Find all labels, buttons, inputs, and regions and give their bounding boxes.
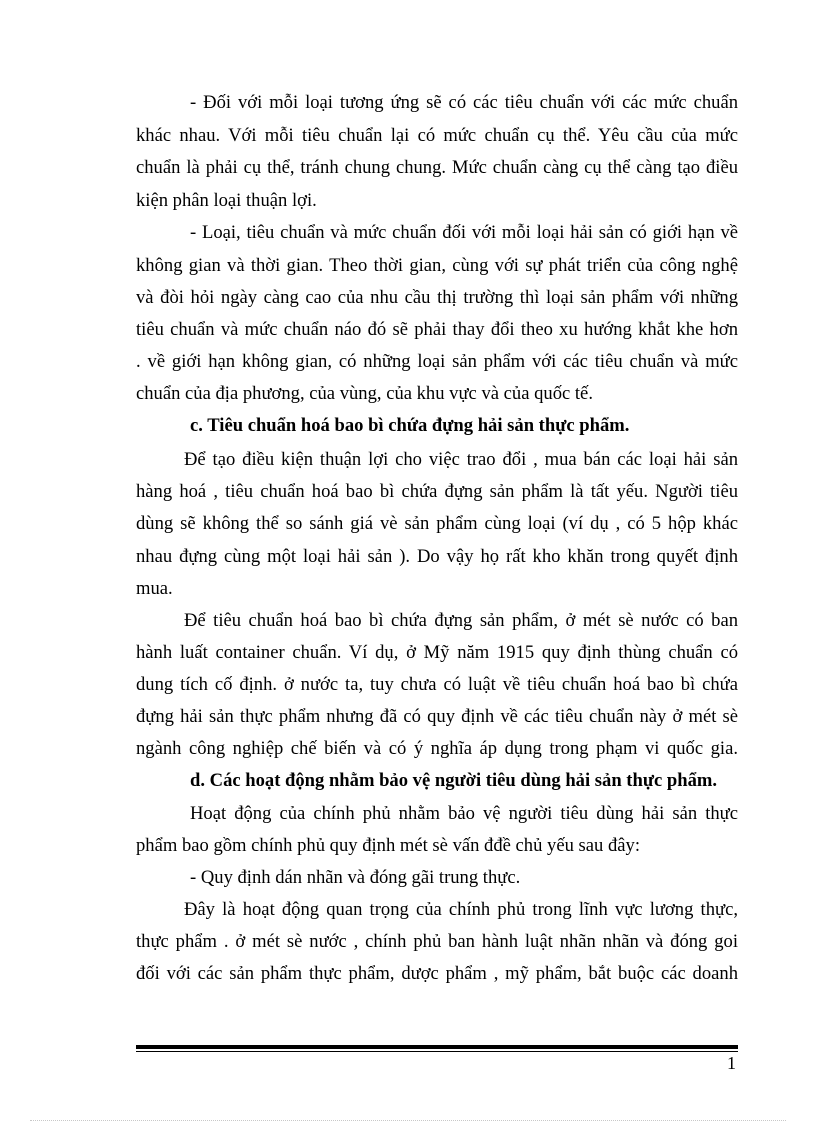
footer-rule-thin [136,1051,738,1052]
paragraph-line: đối với các sản phẩm thực phẩm, dược phẩm , mỹ phẩm, bắt buộc các doanh [136,963,738,984]
paragraph-line: thực phẩm . ở mét sè nước , chính phủ ban hành luật nhãn nhãn và đóng goi [136,931,738,952]
paragraph-line: ngành công nghiệp chế biến và có ý nghĩa áp dụng trong phạm vi quốc gia. [136,738,738,759]
paragraph-line: dung tích cố định. ở nước ta, tuy chưa có luật về tiêu chuẩn hoá bao bì chứa [136,674,738,695]
paragraph-line: Để tiêu chuẩn hoá bao bì chứa đựng sản phẩm, ở mét sè nước có ban [184,610,738,631]
footer-rule-thick [136,1045,738,1049]
paragraph-line: Đây là hoạt động quan trọng của chính phủ trong lĩnh vực lương thực, [184,899,738,920]
section-heading: c. Tiêu chuẩn hoá bao bì chứa đựng hải sản thực phẩm. [190,415,630,436]
paragraph-line: chuẩn của địa phương, của vùng, của khu vực và của quốc tế. [136,383,593,404]
page-bottom-border [30,1120,786,1121]
paragraph-line: khác nhau. Với mỗi tiêu chuẩn lại có mức chuẩn cụ thể. Yêu cầu của mức [136,125,738,146]
paragraph-line: dùng sẽ không thể so sánh giá vè sản phẩm cùng loại (ví dụ , có 5 hộp khác [136,513,738,534]
paragraph-line: chuẩn là phải cụ thể, tránh chung chung. Mức chuẩn càng cụ thể càng tạo điều [136,157,738,178]
paragraph-line: Hoạt động của chính phủ nhằm bảo vệ người tiêu dùng hải sản thực [190,803,738,824]
paragraph-line: - Quy định dán nhãn và đóng gãi trung thực. [190,867,521,888]
paragraph-line: đựng hải sản thực phẩm nhưng đã có quy định về các tiêu chuẩn này ở mét sè [136,706,738,727]
paragraph-line: phẩm bao gồm chính phủ quy định mét sè vấn đđề chủ yếu sau đây: [136,835,640,856]
section-heading: d. Các hoạt động nhằm bảo vệ người tiêu dùng hải sản thực phẩm. [190,770,718,791]
paragraph-line: kiện phân loại thuận lợi. [136,190,317,211]
paragraph-line: . về giới hạn không gian, có những loại sản phẩm với các tiêu chuẩn và mức [136,351,738,372]
paragraph-line: - Đối với mỗi loại tương ứng sẽ có các tiêu chuẩn với các mức chuẩn [190,92,738,113]
paragraph-line: nhau đựng cùng một loại hải sản ). Do vậy họ rất kho khăn trong quyết định [136,546,738,567]
paragraph-line: - Loại, tiêu chuẩn và mức chuẩn đối với mỗi loại hải sản có giới hạn về [190,222,738,243]
paragraph-line: mua. [136,578,173,599]
paragraph-line: hành luất container chuẩn. Ví dụ, ở Mỹ năm 1915 quy định thùng chuẩn có [136,642,738,663]
paragraph-line: tiêu chuẩn và mức chuẩn náo đó sẽ phải thay đổi theo xu hướng khắt khe hơn [136,319,738,340]
paragraph-line: và đòi hỏi ngày càng cao của nhu cầu thị trường thì loại sản phẩm với những [136,287,738,308]
paragraph-line: Để tạo điều kiện thuận lợi cho việc trao đổi , mua bán các loại hải sản [184,449,738,470]
paragraph-line: hàng hoá , tiêu chuẩn hoá bao bì chứa đựng sản phẩm là tất yếu. Người tiêu [136,481,738,502]
paragraph-line: không gian và thời gian. Theo thời gian, cùng với sự phát triển của công nghệ [136,255,738,276]
page-number: 1 [727,1053,736,1073]
